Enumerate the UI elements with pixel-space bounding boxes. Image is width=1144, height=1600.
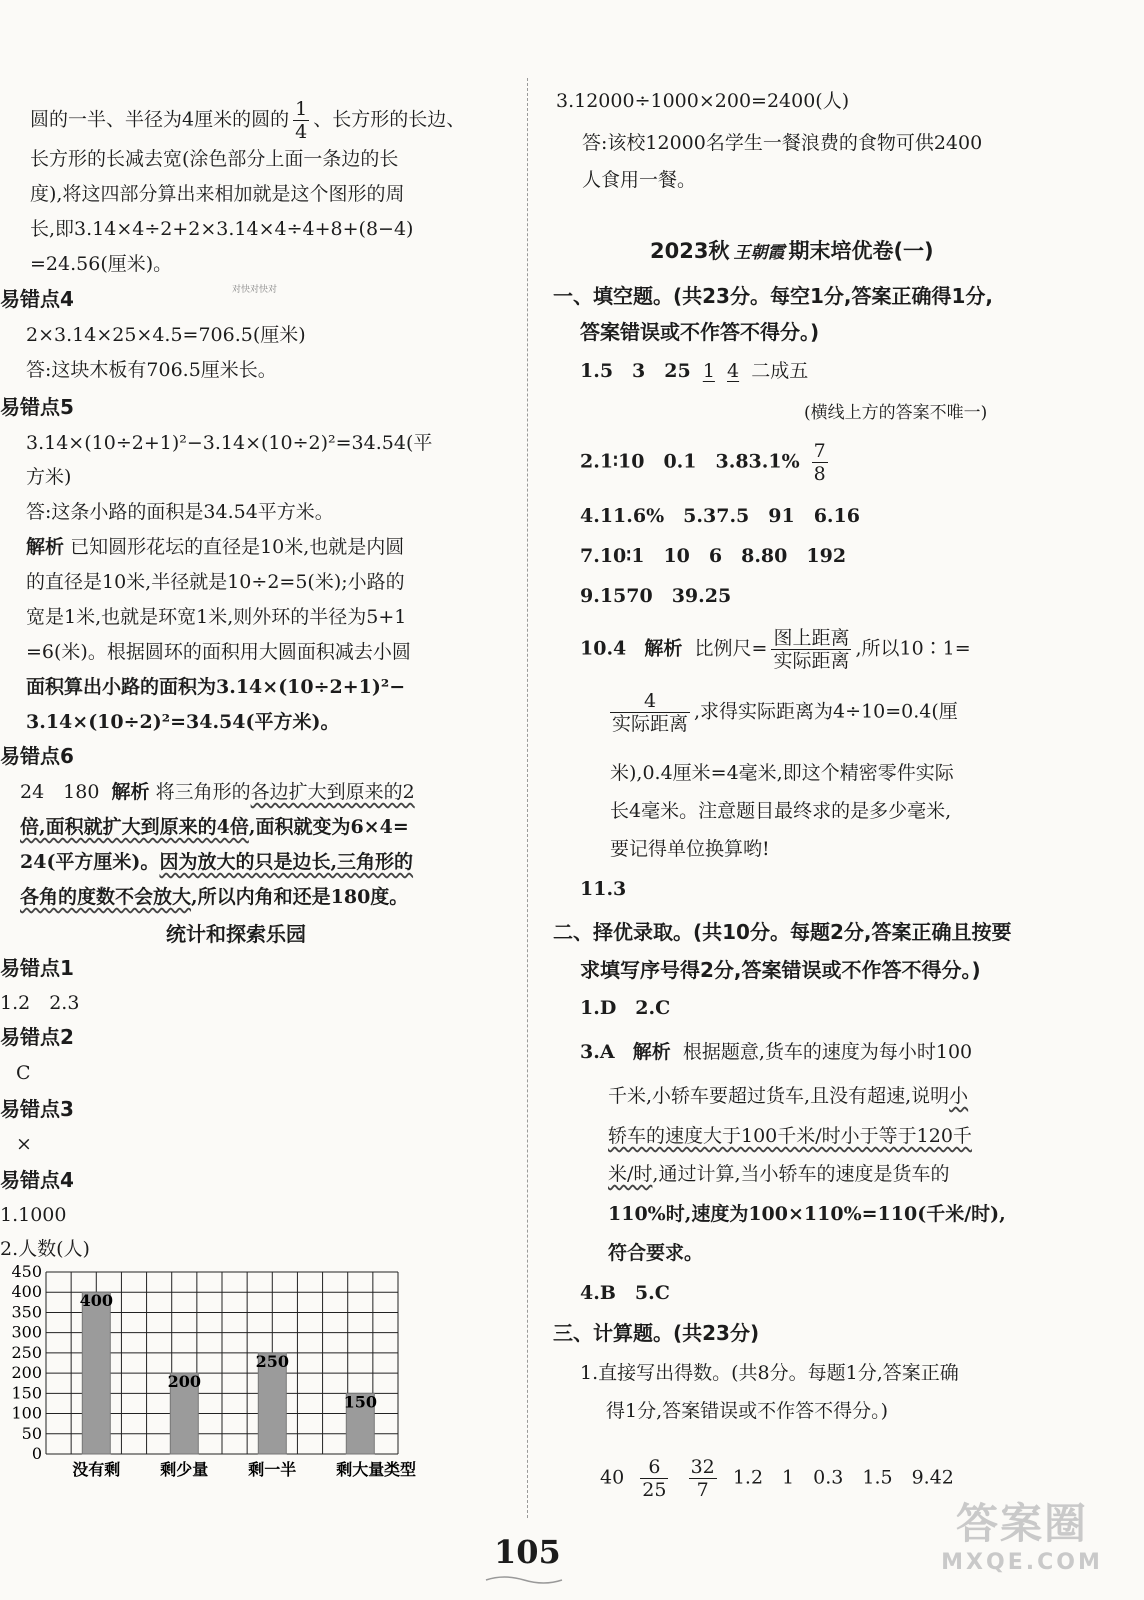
error-point-5-line-2: 方米) xyxy=(26,466,72,488)
underlined-text: 小 xyxy=(949,1085,969,1107)
page-ornament xyxy=(484,1574,564,1586)
answer-1 xyxy=(580,358,808,384)
analysis-5-line-6: 3.14×(10÷2)²=34.54(平方米)。 xyxy=(26,711,340,733)
numerator: 32 xyxy=(690,1456,715,1478)
answer-10-line-4: 长4毫米。注意题目最终求的是多少毫米, xyxy=(610,800,952,822)
left-line-2: 长方形的长减去宽(涂色部分上面一条边的长 xyxy=(30,148,399,170)
answer-10-line-3: 米),0.4厘米=4毫米,即这个精密零件实际 xyxy=(610,762,954,784)
text: 比例尺= xyxy=(694,637,768,660)
x-category-label: 剩大量 xyxy=(336,1460,385,1479)
bar-value-label: 250 xyxy=(255,1351,289,1371)
y-tick-label: 300 xyxy=(11,1322,42,1342)
text: ,求得实际距离为4÷10=0.4(厘 xyxy=(694,700,958,723)
answer-9: 9.1570 39.25 xyxy=(580,585,732,607)
underlined-answer: 1 xyxy=(702,360,715,382)
fraction-seven-eighths xyxy=(812,440,828,485)
underlined-answer: 4 xyxy=(727,360,740,382)
watermark-text: 答案圈 xyxy=(955,1499,1088,1548)
x-axis-label: 类型 xyxy=(383,1460,417,1479)
text: ,所以内角和还是180度。 xyxy=(191,886,409,908)
answer: 24 180 xyxy=(20,781,100,803)
error-point-5-heading: 易错点5 xyxy=(0,395,74,419)
watermark-domain: MXQE.COM xyxy=(941,1550,1103,1575)
bar xyxy=(82,1292,110,1454)
value: 40 xyxy=(600,1466,625,1489)
stat-error-point-4-heading: 易错点4 xyxy=(0,1168,74,1192)
section-1-heading-line-1: 一、填空题。(共23分。每空1分,答案正确得1分, xyxy=(553,284,993,308)
choice-answer-3-line-5: 110%时,速度为100×110%=110(千米/时), xyxy=(608,1203,1006,1225)
text: 将三角形的 xyxy=(155,781,251,803)
choice-answers-4-5: 4.B 5.C xyxy=(580,1282,670,1304)
section-2-heading-line-2: 求填写序号得2分,答案错误或不作答不得分。) xyxy=(580,958,981,982)
column-divider xyxy=(527,78,528,1518)
analysis-label: 解析 xyxy=(644,637,683,660)
bar-chart xyxy=(0,1262,430,1492)
y-tick-label: 50 xyxy=(21,1423,42,1443)
denominator: 25 xyxy=(642,1479,667,1501)
error-point-6-line-1 xyxy=(20,779,415,805)
underlined-text: 因为放大的只是边长,三角形的 xyxy=(159,851,414,873)
calc-1-answers xyxy=(600,1456,954,1501)
denominator: 实际距离 xyxy=(773,650,850,672)
denominator: 8 xyxy=(813,463,826,485)
error-point-4-line-1: 2×3.14×25×4.5=706.5(厘米) xyxy=(26,324,306,346)
analysis-5-line-1 xyxy=(26,534,404,560)
underlined-text: 倍,面积就扩大到原来的4倍 xyxy=(20,816,249,838)
answer-4-6: 4.11.6% 5.37.5 91 6.16 xyxy=(580,505,860,527)
numerator: 1 xyxy=(295,98,308,120)
text: 二成五 xyxy=(751,360,809,382)
answer-1-note: (横线上方的答案不唯一) xyxy=(804,403,988,423)
calc-1-line-2: 得1分,答案错误或不作答不得分。) xyxy=(606,1400,889,1422)
text: 3.A xyxy=(580,1041,615,1063)
section-3-heading: 三、计算题。(共23分) xyxy=(553,1321,760,1345)
bar-value-label: 200 xyxy=(167,1372,201,1392)
denominator: 实际距离 xyxy=(612,713,689,735)
choice-answer-3-line-6: 符合要求。 xyxy=(608,1242,704,1264)
error-point-5-line-3: 答:这条小路的面积是34.54平方米。 xyxy=(26,501,334,523)
fraction-four-over-distance xyxy=(610,690,690,735)
stat-error-point-3-heading: 易错点3 xyxy=(0,1097,74,1121)
exam-title xyxy=(650,238,934,266)
choice-answer-3-line-4 xyxy=(608,1161,950,1187)
underlined-text: 各边扩大到原来的2 xyxy=(250,781,415,803)
section-2-heading-line-1: 二、择优录取。(共10分。每题2分,答案正确且按要 xyxy=(553,920,1012,944)
stat-error-point-3-answer: × xyxy=(16,1133,32,1155)
answer-10-line-1 xyxy=(580,627,971,672)
answer-10-line-5: 要记得单位换算哟! xyxy=(610,838,770,860)
text: ,通过计算,当小轿车的速度是货车的 xyxy=(652,1163,950,1185)
chart-question-label: 2.人数(人) xyxy=(0,1238,90,1260)
q3-line-2: 答:该校12000名学生一餐浪费的食物可供2400 xyxy=(582,132,983,154)
stat-error-point-2-heading: 易错点2 xyxy=(0,1025,74,1049)
title-year: 2023秋 xyxy=(650,239,730,263)
analysis-5-line-2: 的直径是10米,半径就是10÷2=5(米);小路的 xyxy=(26,571,405,593)
text: 10.4 xyxy=(580,637,627,660)
left-line-5: =24.56(厘米)。 xyxy=(30,253,173,275)
y-tick-label: 100 xyxy=(11,1403,42,1423)
y-tick-label: 400 xyxy=(11,1282,42,1302)
y-tick-label: 150 xyxy=(11,1383,42,1403)
x-category-label: 剩少量 xyxy=(160,1460,209,1479)
choice-answer-3-line-1 xyxy=(580,1039,972,1065)
faint-text: 对快对快对 xyxy=(232,285,278,295)
page-number: 105 xyxy=(494,1533,561,1571)
analysis-5-line-3: 宽是1米,也就是环宽1米,则外环的半径为5+1 xyxy=(26,606,407,628)
section-1-heading-line-2: 答案错误或不作答不得分。) xyxy=(580,320,820,344)
error-point-6-line-2 xyxy=(20,814,409,840)
y-tick-label: 250 xyxy=(11,1342,42,1362)
numerator: 图上距离 xyxy=(773,627,850,649)
choice-answers-1-2: 1.D 2.C xyxy=(580,997,671,1019)
numerator: 4 xyxy=(610,690,690,713)
q3-line-1: 3.12000÷1000×200=2400(人) xyxy=(556,90,850,112)
answer-7-8: 7.10∶1 10 6 8.80 192 xyxy=(580,545,847,567)
left-line-4: 长,即3.14×4÷2+2×3.14×4÷4+8+(8−4) xyxy=(30,218,414,240)
left-line-1 xyxy=(30,98,465,143)
watermark-logo xyxy=(922,1498,1122,1590)
answer-10-line-2 xyxy=(606,690,958,735)
analysis-5-line-5: 面积算出小路的面积为3.14×(10÷2+1)²− xyxy=(26,676,406,698)
y-tick-label: 0 xyxy=(31,1444,42,1463)
analysis-5-line-4: =6(米)。根据圆环的面积用大圆面积减去小圆 xyxy=(26,641,411,663)
denominator: 4 xyxy=(295,121,308,143)
text: 。 xyxy=(140,851,160,873)
text: 千米,小轿车要超过货车,且没有超速,说明 xyxy=(608,1085,950,1107)
calc-1-line-1: 1.直接写出得数。(共8分。每题1分,答案正确 xyxy=(580,1362,959,1384)
denominator: 7 xyxy=(696,1479,709,1501)
text: ,面积就变为6×4= xyxy=(248,816,409,838)
stat-error-point-1-answer: 1.2 2.3 xyxy=(0,992,80,1014)
text: 、长方形的长边、 xyxy=(313,108,466,131)
text: ,所以10∶1= xyxy=(855,637,971,660)
title-name: 期末培优卷(一) xyxy=(788,239,934,263)
x-category-label: 没有剩 xyxy=(72,1460,121,1479)
text: 圆的一半、半径为4厘米的圆的 xyxy=(30,108,290,131)
value: 1.2 1 0.3 1.5 9.42 xyxy=(732,1466,954,1489)
stat-error-point-4-answer: 1.1000 xyxy=(0,1204,67,1226)
error-point-6-heading: 易错点6 xyxy=(0,744,74,768)
choice-answer-3-line-3: 轿车的速度大于100千米/时小于等于120千 xyxy=(608,1125,972,1147)
text: 1.5 3 25 xyxy=(580,360,691,382)
brand-logo: 王朝霞 xyxy=(733,243,785,263)
error-point-4-heading: 易错点4 xyxy=(0,287,74,311)
answer-11: 11.3 xyxy=(580,878,627,900)
error-point-4-line-2: 答:这块木板有706.5厘米长。 xyxy=(26,359,277,381)
analysis-label: 解析 xyxy=(26,536,65,558)
error-point-6-line-3 xyxy=(20,849,413,875)
analysis-label: 解析 xyxy=(111,781,150,803)
answer-2-3 xyxy=(580,440,832,485)
numerator: 7 xyxy=(813,440,826,462)
analysis-label: 解析 xyxy=(632,1041,671,1063)
fraction-scale xyxy=(771,627,851,672)
text: 根据题意,货车的速度为每小时100 xyxy=(682,1041,973,1063)
text: 已知圆形花坛的直径是10米,也就是内圆 xyxy=(70,536,405,558)
left-line-3: 度),将这四部分算出来相加就是这个图形的周 xyxy=(30,183,405,205)
y-tick-label: 200 xyxy=(11,1363,42,1383)
q3-line-3: 人食用一餐。 xyxy=(582,169,697,191)
text: 24(平方厘米) xyxy=(20,851,141,873)
y-tick-label: 350 xyxy=(11,1302,42,1322)
section-title-statistics: 统计和探索乐园 xyxy=(166,922,306,946)
stat-error-point-1-heading: 易错点1 xyxy=(0,956,74,980)
bar-value-label: 150 xyxy=(343,1392,377,1412)
fraction-6-25 xyxy=(640,1456,668,1501)
error-point-6-line-4 xyxy=(20,884,408,910)
x-category-label: 剩一半 xyxy=(248,1460,297,1479)
y-tick-label: 450 xyxy=(11,1262,42,1281)
stat-error-point-2-answer: C xyxy=(16,1062,31,1084)
underlined-text: 米/时 xyxy=(608,1163,653,1185)
fraction-32-7 xyxy=(689,1456,717,1501)
bar-value-label: 400 xyxy=(79,1291,113,1311)
fraction-one-quarter xyxy=(293,98,309,143)
numerator: 6 xyxy=(640,1456,668,1479)
underlined-text: 各角的度数不会放大 xyxy=(20,886,192,908)
choice-answer-3-line-2 xyxy=(608,1083,968,1109)
error-point-5-line-1: 3.14×(10÷2+1)²−3.14×(10÷2)²=34.54(平 xyxy=(26,432,433,454)
text: 2.1∶10 0.1 3.83.1% xyxy=(580,450,800,473)
